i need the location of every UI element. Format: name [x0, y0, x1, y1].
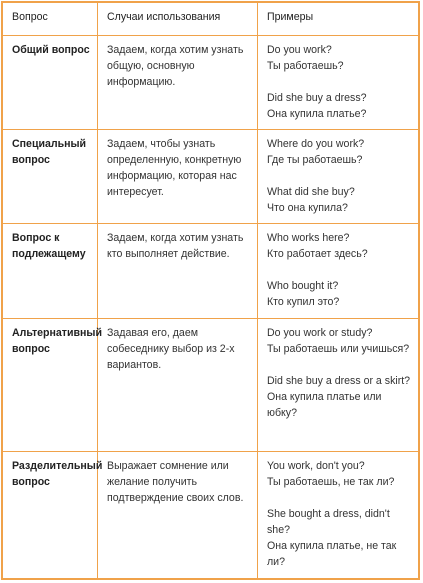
- example-russian: Кто купил это?: [267, 296, 340, 309]
- question-type-cell: Общий вопрос: [3, 36, 98, 130]
- example-russian: Где ты работаешь?: [267, 154, 363, 167]
- example-russian: Она купила платье?: [267, 108, 367, 120]
- table-row: [3, 130, 419, 224]
- examples-cell: [258, 318, 419, 452]
- examples-cell: [258, 36, 419, 130]
- example-russian: Ты работаешь, не так ли?: [267, 476, 395, 489]
- usage-cell: Задаем, когда хотим узнать кто выполняет действие.: [98, 224, 258, 318]
- example-russian: Что она купила?: [267, 202, 348, 215]
- example-russian: Она купила платье, не так ли?: [267, 540, 397, 569]
- example-english: Who works here?: [267, 232, 350, 245]
- examples-cell: [258, 130, 419, 224]
- example-english: You work, don't you?: [267, 460, 365, 473]
- usage-cell: Задаем, когда хотим узнать общую, основную информацию.: [98, 36, 258, 130]
- table-row: [3, 224, 419, 318]
- example-english: Where do you work?: [267, 138, 365, 151]
- example-russian: Она купила платье или юбку?: [267, 390, 382, 419]
- header-examples: Примеры: [258, 3, 419, 36]
- question-type-cell: Специальный вопрос: [3, 130, 98, 224]
- header-question: Вопрос: [3, 3, 98, 36]
- question-type-cell: Вопрос к подлежащему: [3, 224, 98, 318]
- example-english: Do you work or study?: [267, 326, 373, 339]
- question-type-cell: Альтернативный вопрос: [3, 318, 98, 452]
- example-english: She bought a dress, didn't she?: [267, 508, 390, 537]
- header-usage: Случаи использования: [98, 3, 258, 36]
- question-types-table: [1, 1, 420, 580]
- table-body: [3, 36, 419, 579]
- table-row: [3, 452, 419, 579]
- example-russian: Ты работаешь или учишься?: [267, 342, 410, 355]
- examples-cell: [258, 452, 419, 579]
- example-russian: Кто работает здесь?: [267, 248, 368, 261]
- usage-cell: Задавая его, даем собеседнику выбор из 2-х вариантов.: [98, 318, 258, 452]
- example-english: Did she buy a dress or a skirt?: [267, 374, 411, 387]
- example-english: Did she buy a dress?: [267, 92, 367, 104]
- usage-cell: Задаем, чтобы узнать определенную, конкретную информацию, которая нас интересует.: [98, 130, 258, 224]
- example-english: What did she buy?: [267, 186, 355, 199]
- table-row: [3, 318, 419, 452]
- example-english: Do you work?: [267, 44, 332, 56]
- usage-cell: Выражает сомнение или желание получить подтверждение своих слов.: [98, 452, 258, 579]
- table-row: [3, 36, 419, 130]
- example-russian: Ты работаешь?: [267, 60, 344, 72]
- header-row: [3, 3, 419, 36]
- example-english: Who bought it?: [267, 280, 339, 293]
- examples-cell: [258, 224, 419, 318]
- table: [2, 2, 419, 579]
- question-type-cell: Разделительный вопрос: [3, 452, 98, 579]
- table-header: [3, 3, 419, 36]
